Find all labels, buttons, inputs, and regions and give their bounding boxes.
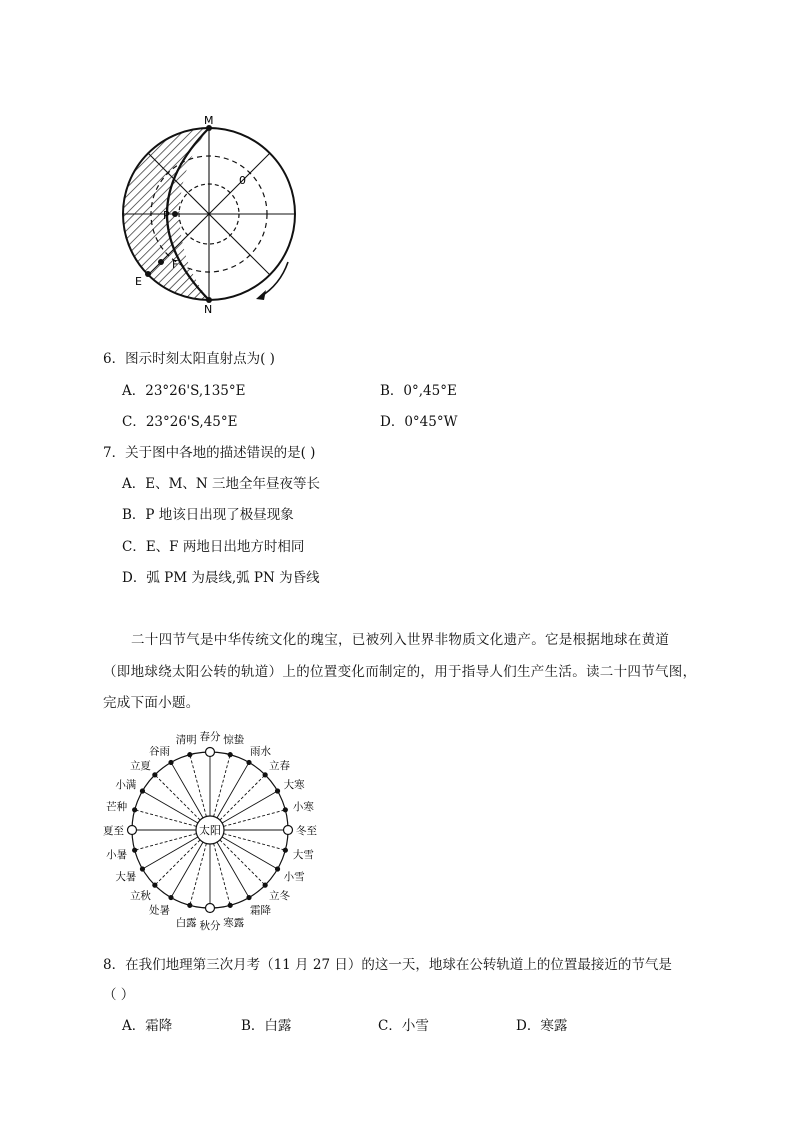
major-term-marker <box>128 826 137 835</box>
term-marker <box>132 807 137 812</box>
label-o: 0 <box>239 174 246 187</box>
major-term-marker <box>206 748 215 757</box>
spoke-line <box>220 775 265 820</box>
term-marker <box>152 883 157 888</box>
spoke-line <box>142 837 197 869</box>
term-marker <box>283 848 288 853</box>
solar-term-label: 处暑 <box>149 904 170 917</box>
q6-stem: 6．图示时刻太阳直射点为( ) <box>103 351 275 367</box>
term-marker <box>263 883 268 888</box>
spoke-line <box>224 834 286 851</box>
term-marker <box>275 866 280 871</box>
spoke-line <box>214 844 231 906</box>
label-e: E <box>135 275 142 288</box>
arrowhead-icon <box>256 290 266 300</box>
solar-term-label: 立冬 <box>269 890 291 903</box>
spoke-line <box>220 840 265 885</box>
q6-option-d[interactable]: D．0°45°W <box>380 414 458 430</box>
q7-option-b[interactable]: B．P 地该日出现了极昼现象 <box>122 507 294 523</box>
sun-label: 太阳 <box>199 824 221 837</box>
term-marker <box>246 895 251 900</box>
solar-term-label: 雨水 <box>250 745 271 758</box>
term-marker <box>140 788 145 793</box>
q8-option-b[interactable]: B．白露 <box>241 1018 292 1034</box>
passage-line-1: 二十四节气是中华传统文化的瑰宝，已被列入世界非物质文化遗产。它是根据地球在黄道 <box>131 632 670 648</box>
solar-term-label: 小满 <box>115 779 137 791</box>
major-term-marker <box>206 904 215 913</box>
term-marker <box>132 848 137 853</box>
solar-term-label: 谷雨 <box>149 745 170 758</box>
solar-term-label: 立秋 <box>129 890 151 903</box>
term-marker <box>168 760 173 765</box>
label-p: P <box>163 209 170 222</box>
passage-line-2: （即地球绕太阳公转的轨道）上的位置变化而制定的，用于指导人们生产生活。读二十四节气图， <box>103 664 697 680</box>
term-marker <box>168 895 173 900</box>
q6-option-a[interactable]: A．23°26'S,135°E <box>122 383 246 399</box>
q8-paren: （ ） <box>103 987 135 1003</box>
spoke-line <box>222 791 277 823</box>
label-f: F <box>172 258 179 271</box>
solar-term-label: 清明 <box>175 734 197 747</box>
q7-option-c[interactable]: C．E、F 两地日出地方时相同 <box>122 539 305 555</box>
q6-option-c[interactable]: C．23°26'S,45°E <box>122 414 238 430</box>
q8-option-c[interactable]: C．小雪 <box>378 1018 429 1034</box>
label-m: M <box>204 114 214 127</box>
spoke-line <box>155 840 200 885</box>
polar-illumination-figure <box>110 108 310 320</box>
point-e <box>145 271 151 277</box>
spoke-line <box>224 810 286 827</box>
spoke-line <box>190 844 207 906</box>
spoke-line <box>217 842 249 897</box>
solar-term-label: 霜降 <box>250 904 271 917</box>
term-marker <box>228 752 233 757</box>
major-term-marker <box>284 826 293 835</box>
spoke-line <box>171 842 203 897</box>
passage-line-3: 完成下面小题。 <box>103 695 200 711</box>
solar-term-label: 冬至 <box>296 825 317 837</box>
solar-term-label: 秋分 <box>199 920 221 932</box>
spoke-line <box>135 810 197 827</box>
term-marker <box>263 772 268 777</box>
label-n: N <box>204 303 213 316</box>
q7-stem: 7．关于图中各地的描述错误的是( ) <box>103 445 316 461</box>
solar-term-label: 大暑 <box>115 871 137 883</box>
spoke-line <box>142 791 197 823</box>
spoke-line <box>217 762 249 817</box>
solar-term-label: 大寒 <box>283 779 305 791</box>
solar-term-label: 春分 <box>199 731 221 743</box>
solar-term-label: 大雪 <box>292 848 314 861</box>
q8-option-a[interactable]: A．霜降 <box>122 1018 173 1034</box>
q7-option-a[interactable]: A．E、M、N 三地全年昼夜等长 <box>122 476 321 492</box>
q8-option-d[interactable]: D．寒露 <box>516 1018 568 1034</box>
solar-term-label: 立春 <box>269 759 291 772</box>
term-marker <box>228 903 233 908</box>
term-marker <box>187 903 192 908</box>
solar-terms-figure <box>80 722 340 934</box>
solar-term-label: 小暑 <box>106 848 128 861</box>
solar-term-label: 小寒 <box>292 801 314 814</box>
solar-term-label: 惊蛰 <box>223 734 245 747</box>
q6-option-b[interactable]: B．0°,45°E <box>380 383 457 399</box>
spoke-line <box>171 762 203 817</box>
solar-term-label: 芒种 <box>106 801 128 814</box>
term-marker <box>140 866 145 871</box>
q8-stem: 8．在我们地理第三次月考（11 月 27 日）的这一天，地球在公转轨道上的位置最接近的节气是 <box>103 957 672 973</box>
solar-term-label: 寒露 <box>223 916 245 929</box>
spoke-line <box>135 834 197 851</box>
term-marker <box>283 807 288 812</box>
spoke-line <box>214 755 231 817</box>
q7-option-d[interactable]: D．弧 PM 为晨线,弧 PN 为昏线 <box>122 570 320 586</box>
solar-term-label: 小雪 <box>283 871 305 883</box>
solar-term-label: 立夏 <box>129 759 151 772</box>
term-marker <box>187 752 192 757</box>
term-marker <box>152 772 157 777</box>
solar-term-label: 白露 <box>175 916 197 929</box>
term-marker <box>275 788 280 793</box>
point-f <box>158 259 164 265</box>
spoke-line <box>155 775 200 820</box>
spoke-line <box>222 837 277 869</box>
spoke-line <box>190 755 207 817</box>
solar-term-label: 夏至 <box>103 825 124 837</box>
term-marker <box>246 760 251 765</box>
point-p <box>172 211 178 217</box>
